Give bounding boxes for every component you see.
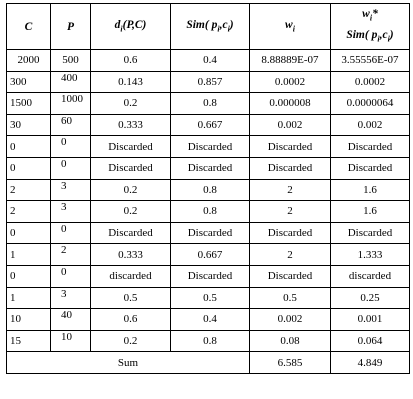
cell-p: 0 (51, 265, 91, 287)
cell-distance: discarded (91, 265, 171, 287)
cell-weight: 2 (250, 244, 331, 266)
cell-p: 10 (51, 330, 91, 352)
cell-c: 15 (7, 330, 51, 352)
sum-weighted-similarity: 4.849 (331, 352, 410, 374)
cell-similarity: 0.4 (171, 50, 250, 72)
cell-distance: 0.2 (91, 179, 171, 201)
cell-similarity: Discarded (171, 136, 250, 158)
header-c: C (7, 4, 51, 50)
header-weight: $w_i$ (250, 4, 331, 50)
cell-weighted-similarity: Discarded (331, 136, 410, 158)
cell-weight: 0.0002 (250, 71, 331, 93)
table-row (7, 222, 410, 244)
table-row (7, 114, 410, 136)
cell-c: 1 (7, 287, 51, 309)
cell-similarity: 0.667 (171, 244, 250, 266)
cell-weight: Discarded (250, 222, 331, 244)
cell-weight: 0.002 (250, 114, 331, 136)
cell-weight: 0.08 (250, 330, 331, 352)
header-weighted-similarity: $w_i*$ Sim( $p_i,c_i$) (331, 4, 410, 50)
cell-similarity: Discarded (171, 157, 250, 179)
table-row (7, 265, 410, 287)
cell-similarity: 0.8 (171, 201, 250, 223)
cell-weighted-similarity: 0.25 (331, 287, 410, 309)
cell-c: 2000 (7, 50, 51, 72)
cell-weight: 8.88889E-07 (250, 50, 331, 72)
cell-weight: 0.002 (250, 309, 331, 331)
cell-p: 0 (51, 157, 91, 179)
header-similarity: Sim( $p_i,c_i$) (171, 4, 250, 50)
cell-c: 0 (7, 265, 51, 287)
cell-c: 0 (7, 157, 51, 179)
cell-similarity: 0.8 (171, 93, 250, 115)
cell-p: 40 (51, 309, 91, 331)
header-distance: $d_i(P,C)$ (91, 4, 171, 50)
cell-weighted-similarity: 1.6 (331, 201, 410, 223)
table-row (7, 179, 410, 201)
cell-weight: 2 (250, 201, 331, 223)
cell-p: 0 (51, 222, 91, 244)
cell-distance: 0.333 (91, 244, 171, 266)
cell-weighted-similarity: Discarded (331, 157, 410, 179)
cell-c: 2 (7, 179, 51, 201)
cell-weighted-similarity: 0.064 (331, 330, 410, 352)
cell-distance: Discarded (91, 136, 171, 158)
cell-weight: Discarded (250, 265, 331, 287)
cell-weight: Discarded (250, 157, 331, 179)
cell-c: 300 (7, 71, 51, 93)
cell-p: 0 (51, 136, 91, 158)
cell-p: 3 (51, 179, 91, 201)
cell-similarity: 0.667 (171, 114, 250, 136)
cell-distance: 0.2 (91, 330, 171, 352)
cell-distance: Discarded (91, 157, 171, 179)
table-row (7, 157, 410, 179)
cell-weighted-similarity: 1.333 (331, 244, 410, 266)
cell-distance: 0.333 (91, 114, 171, 136)
cell-similarity: 0.8 (171, 179, 250, 201)
table-header (7, 4, 410, 50)
cell-weight: 2 (250, 179, 331, 201)
cell-weighted-similarity: 0.001 (331, 309, 410, 331)
table-row (7, 244, 410, 266)
cell-weighted-similarity: 0.0000064 (331, 93, 410, 115)
sum-weight: 6.585 (250, 352, 331, 374)
cell-weight: 0.5 (250, 287, 331, 309)
cell-weight: Discarded (250, 136, 331, 158)
cell-distance: 0.6 (91, 309, 171, 331)
table-body (7, 50, 410, 374)
cell-weighted-similarity: 1.6 (331, 179, 410, 201)
cell-c: 1 (7, 244, 51, 266)
cell-distance: 0.143 (91, 71, 171, 93)
cell-similarity: Discarded (171, 265, 250, 287)
sum-label: Sum (7, 352, 250, 374)
cell-distance: 0.5 (91, 287, 171, 309)
cell-c: 10 (7, 309, 51, 331)
sum-row (7, 352, 410, 374)
results-table (6, 3, 410, 374)
cell-c: 0 (7, 222, 51, 244)
cell-p: 3 (51, 201, 91, 223)
cell-distance: Discarded (91, 222, 171, 244)
cell-p: 400 (51, 71, 91, 93)
cell-similarity: 0.5 (171, 287, 250, 309)
cell-similarity: Discarded (171, 222, 250, 244)
cell-p: 60 (51, 114, 91, 136)
cell-weighted-similarity: Discarded (331, 222, 410, 244)
cell-p: 3 (51, 287, 91, 309)
cell-p: 2 (51, 244, 91, 266)
cell-p: 1000 (51, 93, 91, 115)
table-row (7, 287, 410, 309)
cell-similarity: 0.857 (171, 71, 250, 93)
cell-weighted-similarity: 0.002 (331, 114, 410, 136)
table-row (7, 330, 410, 352)
cell-weighted-similarity: discarded (331, 265, 410, 287)
cell-c: 0 (7, 136, 51, 158)
cell-p: 500 (51, 50, 91, 72)
table-row (7, 309, 410, 331)
table-row (7, 50, 410, 72)
cell-similarity: 0.4 (171, 309, 250, 331)
cell-distance: 0.2 (91, 201, 171, 223)
table-row (7, 201, 410, 223)
cell-c: 2 (7, 201, 51, 223)
cell-c: 1500 (7, 93, 51, 115)
table-row (7, 93, 410, 115)
cell-weight: 0.000008 (250, 93, 331, 115)
cell-weighted-similarity: 0.0002 (331, 71, 410, 93)
header-p: P (51, 4, 91, 50)
cell-c: 30 (7, 114, 51, 136)
table-row (7, 71, 410, 93)
cell-distance: 0.2 (91, 93, 171, 115)
cell-similarity: 0.8 (171, 330, 250, 352)
cell-weighted-similarity: 3.55556E-07 (331, 50, 410, 72)
cell-distance: 0.6 (91, 50, 171, 72)
table-row (7, 136, 410, 158)
